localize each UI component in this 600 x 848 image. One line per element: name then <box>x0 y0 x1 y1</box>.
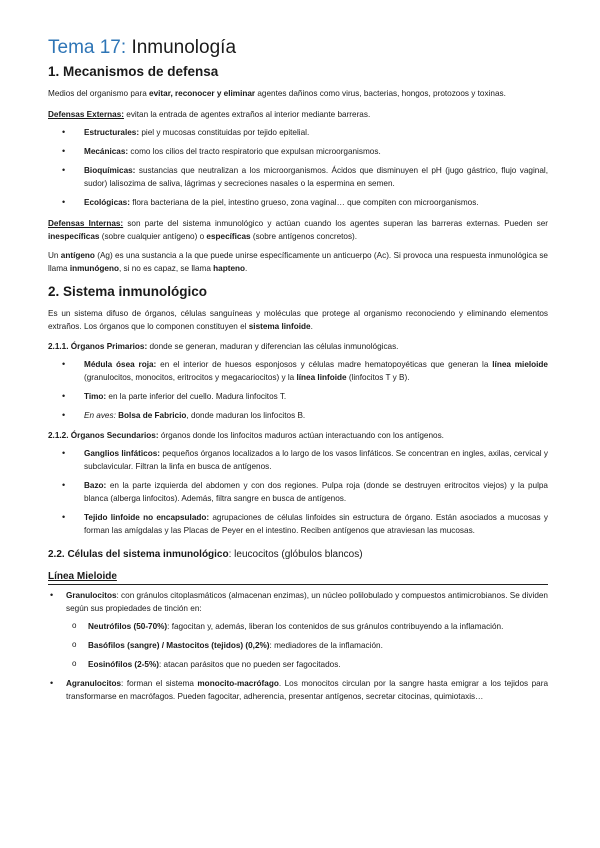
secondary-organs-list <box>48 447 548 537</box>
list-item: • Ganglios linfáticos: pequeños órganos localizados a lo largo de los vasos linfáticos. Se concentran en ingles, axilas, cervical y subclavicular. Filtran la linfa en busca de antígenos. <box>48 447 548 473</box>
s2-intro: Es un sistema difuso de órganos, células sanguíneas y moléculas que protege al organismo reconociendo y eliminando elementos extraños. Los órganos que lo componen constituyen el sistema linfoide. <box>48 309 548 331</box>
title-number: Tema 17: <box>48 37 127 58</box>
list-item: • Médula ósea roja: en el interior de huesos esponjosos y células madre hematopoyéticas que generan la línea mieloide (granulocitos, monocitos, eritrocitos y megacariocitos) y la línea linfoide (linfocitos T y B). <box>48 358 548 384</box>
section-1-heading: 1. Mecanismos de defensa <box>48 64 219 79</box>
secondary-organs-heading: 2.1.2. Órganos Secundarios: órganos donde los linfocitos maduros actúan interactuando con los antígenos. <box>48 431 444 440</box>
cells-heading: 2.2. Células del sistema inmunológico: leucocitos (glóbulos blancos) <box>48 549 363 560</box>
list-item: • Timo: en la parte inferior del cuello. Madura linfocitos T. <box>48 390 548 403</box>
list-item: o Neutrófilos (50-70%): fagocitan y, además, liberan los contenidos de sus gránulos contribuyendo a la inflamación. <box>48 620 548 633</box>
line-mieloide-heading: Línea Mieloide <box>48 566 548 585</box>
s1-intro: Medios del organismo para evitar, reconocer y eliminar agentes dañinos como virus, bacterias, hongos, protozoos y toxinas. <box>48 89 506 98</box>
list-item: • Bazo: en la parte izquierda del abdomen y con dos regiones. Pulpa roja (donde se destruyen eritrocitos viejos) y la pulpa blanca (alberga linfocitos). Además, filtra sangre en busca de antígenos. <box>48 479 548 505</box>
granulocytes-list <box>48 620 548 671</box>
list-item: • Tejido linfoide no encapsulado: agrupaciones de células linfoides sin estructura de órgano. Están asociados a mucosas y forman las amígdalas y las Placas de Peyer en el intestino. Reciben antígenos que atraviesan las mucosas. <box>48 511 548 537</box>
list-item: • Granulocitos: con gránulos citoplasmáticos (almacenan enzimas), un núcleo polilobulado y compuestos antimicrobianos. Se dividen según sus propiedades de tinción en: <box>48 589 548 615</box>
primary-organs-list <box>48 358 548 422</box>
external-defenses-list <box>48 126 548 209</box>
list-item: • Mecánicas: como los cilios del tracto respiratorio que expulsan microorganismos. <box>48 145 548 158</box>
list-item: • En aves: Bolsa de Fabricio, donde maduran los linfocitos B. <box>48 409 548 422</box>
list-item: • Ecológicas: flora bacteriana de la piel, intestino grueso, zona vaginal… que compiten con microorganismos. <box>48 196 548 209</box>
title-text: Inmunología <box>131 37 237 58</box>
list-item: • Estructurales: piel y mucosas constituidas por tejido epitelial. <box>48 126 548 139</box>
external-defenses: Defensas Externas: evitan la entrada de agentes extraños al interior mediante barreras. <box>48 110 371 119</box>
antigen-definition: Un antígeno (Ag) es una sustancia a la que puede unirse específicamente un anticuerpo (Ac). Si provoca una respuesta inmunológica se llama inmunógeno, si no es capaz, se llama hapteno. <box>48 251 548 273</box>
section-2-heading: 2. Sistema inmunológico <box>48 284 208 299</box>
list-item: o Eosinófilos (2-5%): atacan parásitos que no pueden ser fagocitados. <box>48 658 548 671</box>
list-item: • Bioquímicas: sustancias que neutralizan a los microorganismos. Ácidos que disminuyen el pH (jugo gástrico, flujo vaginal, sudor) lalisozima de saliva, lágrimas y secreciones nasales o la espermina en semen. <box>48 164 548 190</box>
internal-defenses: Defensas Internas: son parte del sistema inmunológico y actúan cuando los agentes superan las barreras externas. Pueden ser inespecíficas (sobre cualquier antígeno) o específicas (sobre antígenos concretos). <box>48 219 548 241</box>
list-item: o Basófilos (sangre) / Mastocitos (tejidos) (0,2%): mediadores de la inflamación. <box>48 639 548 652</box>
myeloid-list <box>48 589 548 615</box>
agranulocytes-list <box>48 677 548 703</box>
primary-organs-heading: 2.1.1. Órganos Primarios: donde se generan, maduran y diferencian las células inmunológicas. <box>48 342 399 351</box>
page-title <box>48 0 548 58</box>
list-item: • Agranulocitos: forman el sistema monocito-macrófago. Los monocitos circulan por la sangre hasta emigrar a los tejidos para transformarse en macrófagos. Pueden fagocitar, adherencia, presentar antígenos, secretar citocinas, quimiotaxis… <box>48 677 548 703</box>
